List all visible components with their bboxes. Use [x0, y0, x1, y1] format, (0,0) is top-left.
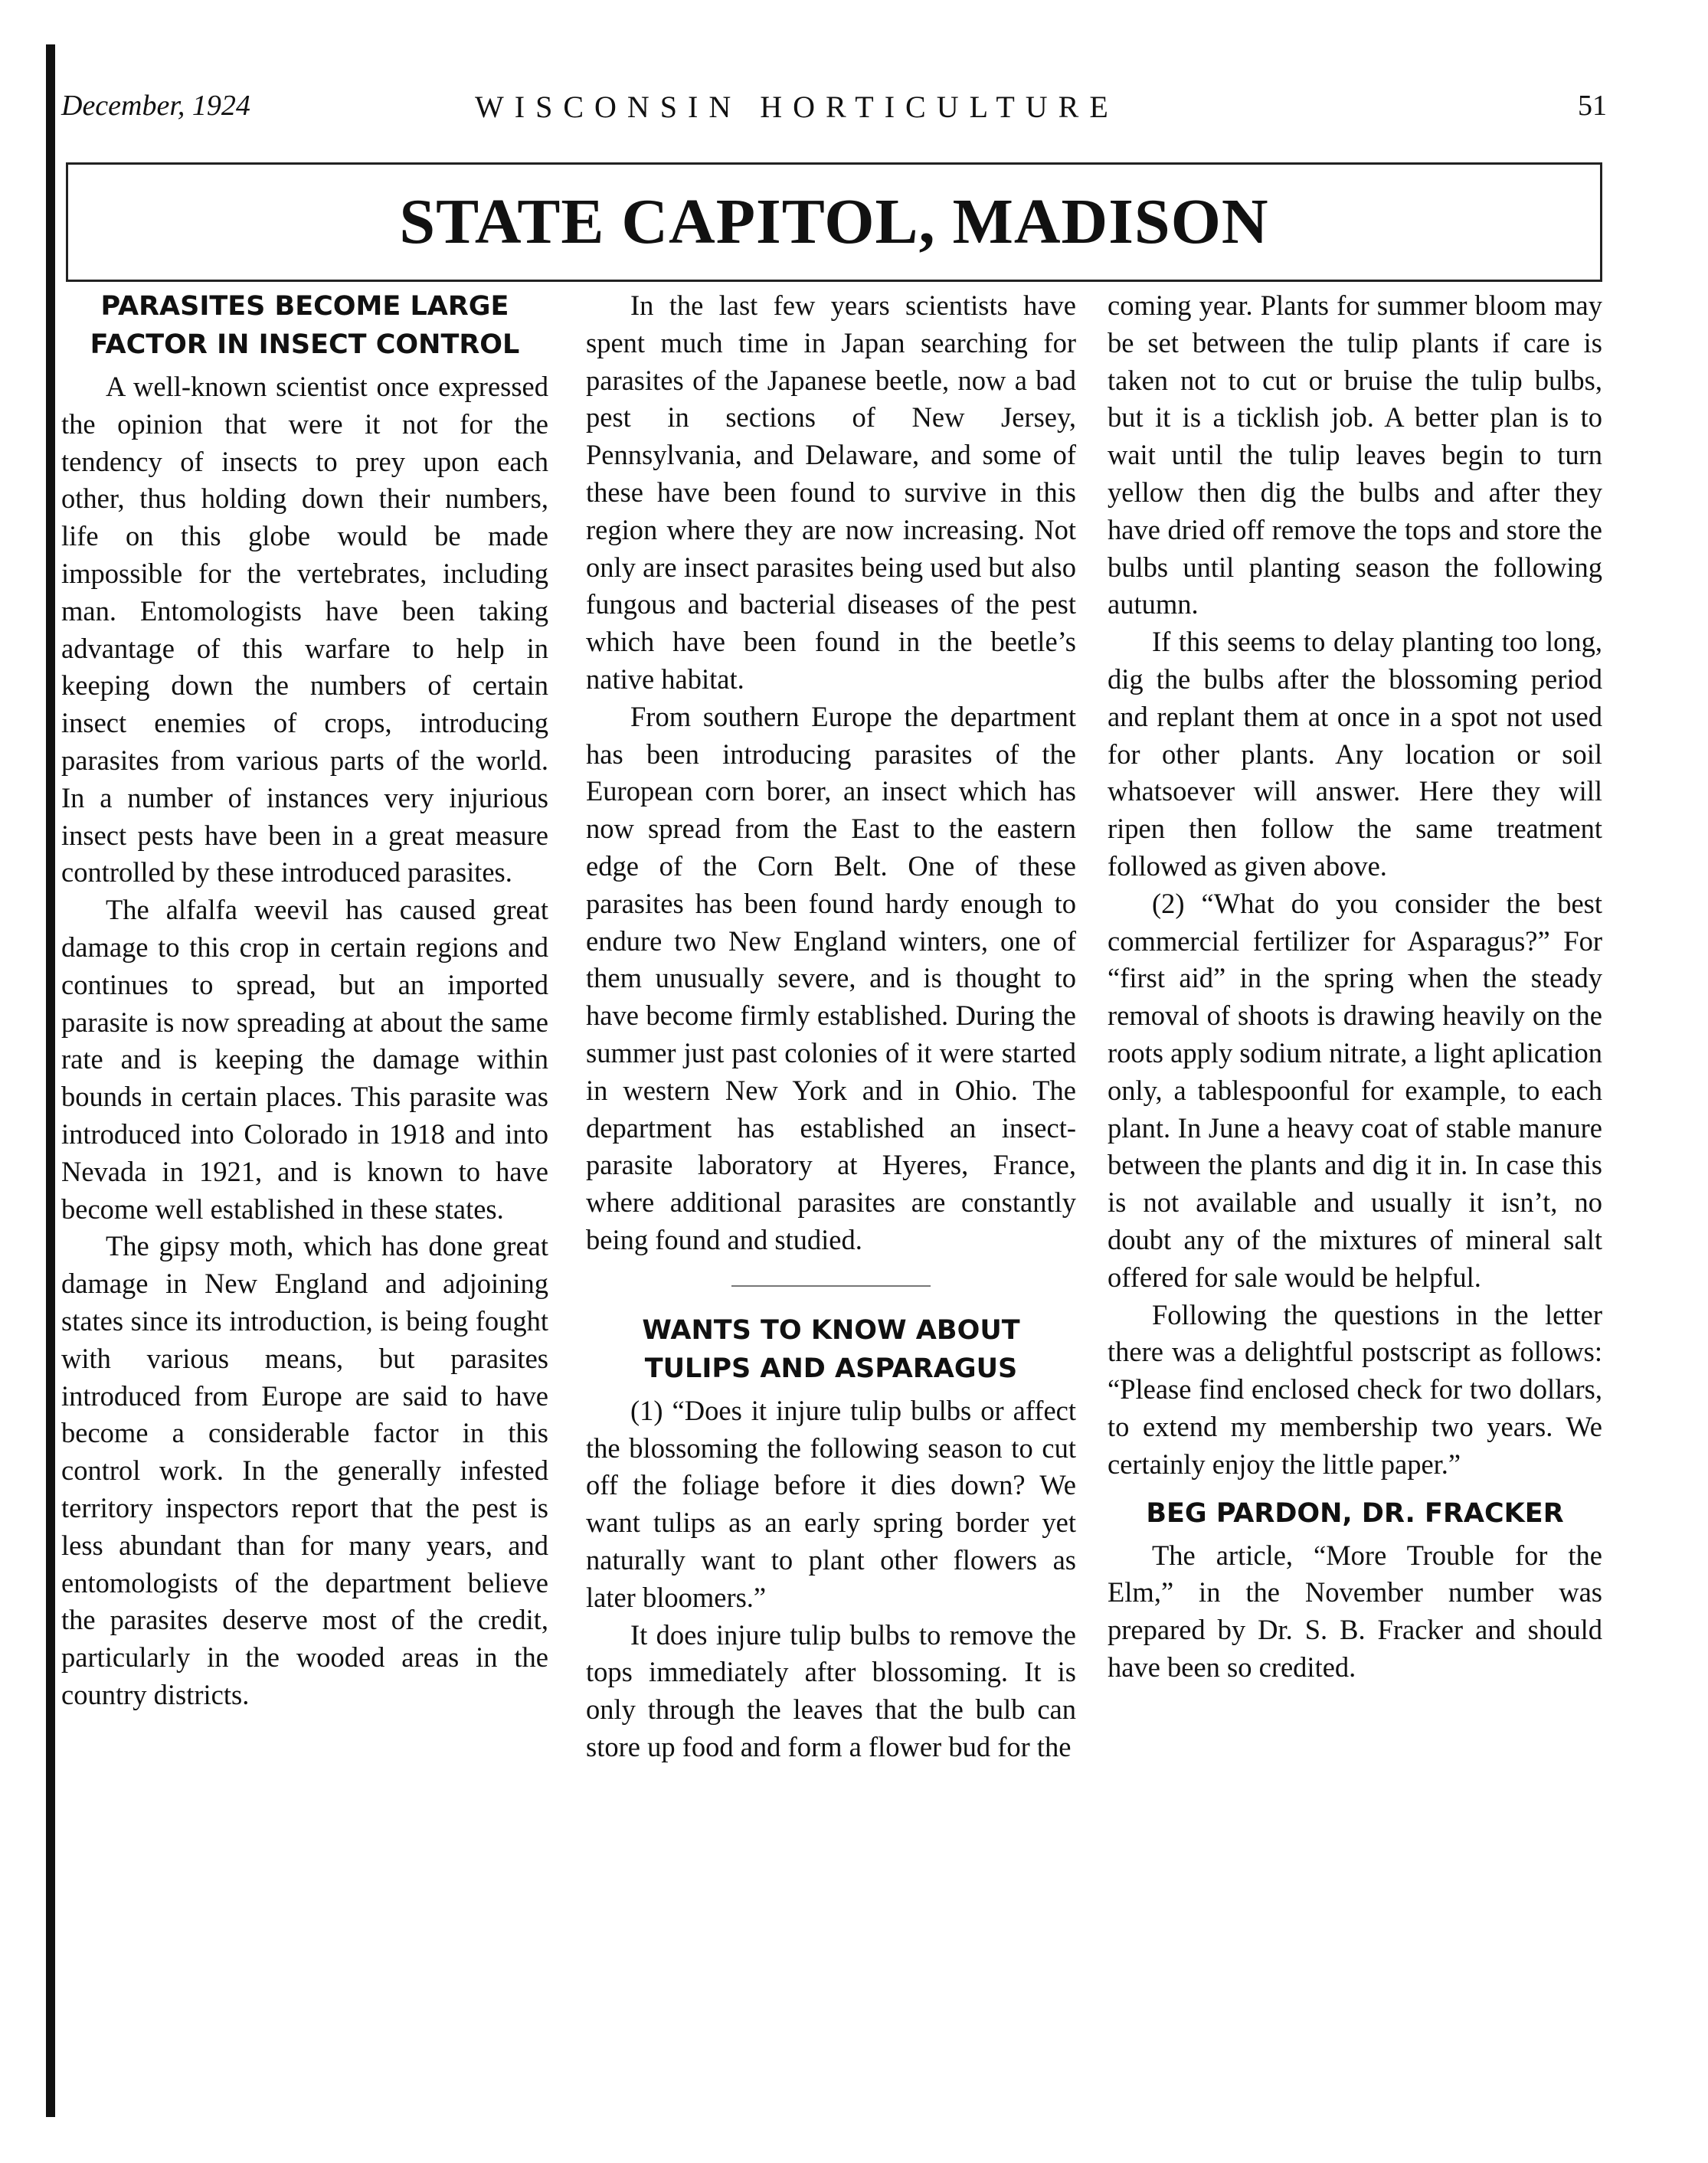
article-tulips-paragraph: (2) “What do you consider the best commercial fertilizer for Asparagus?” For “first aid” in the spring when the steady removal of shoots is drawing heavily on the roots apply sodium nitrate, a light aplication only, a tablespoonful for example, to each plant. In June a heavy coat of stable manure between the plants and dig it in. In case this is not available and usually it isn’t, no doubt any of the mixtures of mineral salt offered for sale would be helpful. — [1108, 887, 1602, 1293]
publication-name: WISCONSIN HORTICULTURE — [475, 90, 1119, 124]
article-tulips-paragraph: It does injure tulip bulbs to remove the tops immediately after blossoming. It is only through the leaves that the bulb can store up food and form a flower bud for the — [586, 1618, 1076, 1762]
column-2 — [586, 287, 1076, 1766]
binding-edge — [46, 44, 55, 2117]
section-divider — [731, 1285, 931, 1287]
article-fracker-headline: BEG PARDON, DR. FRACKER — [1146, 1497, 1564, 1529]
running-head — [61, 89, 1607, 132]
article-tulips-paragraph-continued: coming year. Plants for summer bloom may be set between the tulip plants if care is taken not to cut or bruise the tulip bulbs, but it is a ticklish job. A better plan is to wait until the tulip leaves begin to turn yellow then dig the bulbs and after they have dried off remove the tops and store the bulbs until planting season the following autumn. — [1108, 290, 1602, 620]
banner-box — [66, 162, 1602, 282]
article-parasites-headline: PARASITES BECOME LARGE FACTOR IN INSECT CONTROL — [90, 291, 520, 360]
article-parasites-paragraph: The gipsy moth, which has done great damage in New England and adjoining states since its introduction, is being fought with various means, but parasites introduced from Europe are said to have become a considerable factor in this control work. In the generally infested territory inspectors report that the pest is less abundant than for many years, and entomologists of the department believe the parasites deserve most of the credit, particularly in the wooded areas in the country districts. — [61, 1230, 548, 1710]
issue-date: December, 1924 — [61, 90, 250, 122]
article-tulips-paragraph: If this seems to delay planting too long, dig the bulbs after the blossoming period and replant them at once in a spot not used for other plants. Any location or soil whatsoever will answer. Here they will ripen then follow the same treatment followed as given above. — [1108, 626, 1602, 882]
article-parasites-paragraph: A well-known scientist once expressed the opinion that were it not for the tendency of insects to prey upon each other, thus holding down their numbers, life on this globe would be made impossible for the vertebrates, including man. Entomologists have been taking advantage of this warfare to help in keeping down the numbers of certain insect enemies of crops, introducing parasites from various parts of the world. In a number of instances very injurious insect pests have been in a great measure controlled by these introduced parasites. — [61, 371, 548, 888]
article-parasites-paragraph: The alfalfa weevil has caused great damage to this crop in certain regions and continues to spread, but an imported parasite is now spreading at about the same rate and is keeping the damage within bounds in certain places. This parasite was introduced into Colorado in 1918 and into Nevada in 1921, and is known to have become well established in these states. — [61, 894, 548, 1225]
article-parasites-paragraph: In the last few years scientists have spent much time in Japan searching for parasites of the Japanese beetle, now a bad pest in sections of New Jersey, Pennsylvania, and Delaware, and some of these have been found to survive in this region where they are now increasing. Not only are insect parasites being used but also fungous and bacterial diseases of the pest which have been found in the beetle’s native habitat. — [586, 290, 1076, 695]
banner-title: STATE CAPITOL, MADISON — [399, 186, 1269, 257]
article-tulips-headline: WANTS TO KNOW ABOUT TULIPS AND ASPARAGUS — [642, 1314, 1020, 1384]
article-tulips-paragraph: Following the questions in the letter there was a delightful postscript as follows: “Please find enclosed check for two dollars, to extend my membership two years. We certainly enjoy the little paper.” — [1108, 1298, 1602, 1480]
column-3 — [1108, 287, 1602, 1687]
column-1 — [61, 287, 548, 1714]
spacer — [1108, 1484, 1602, 1494]
article-fracker-paragraph: The article, “More Trouble for the Elm,” in the November number was prepared by Dr. S. B. Fracker and should have been so credited. — [1108, 1539, 1602, 1683]
page-number: 51 — [1578, 90, 1607, 122]
article-parasites-paragraph: From southern Europe the department has been introducing parasites of the European corn borer, an insect which has now spread from the East to the eastern edge of the Corn Belt. One of these parasites has been found hardy enough to endure two New England winters, one of them unusually severe, and is thought to have become firmly established. During the summer just past colonies of it were started in western New York and in Ohio. The department has established an insect-parasite laboratory at Hyeres, France, where additional parasites are constantly being found and studied. — [586, 700, 1076, 1255]
article-tulips-paragraph: (1) “Does it injure tulip bulbs or affect the blossoming the following season to cut off the foliage before it dies down? We want tulips as an early spring border yet naturally want to plant other flowers as later bloomers.” — [586, 1394, 1076, 1613]
